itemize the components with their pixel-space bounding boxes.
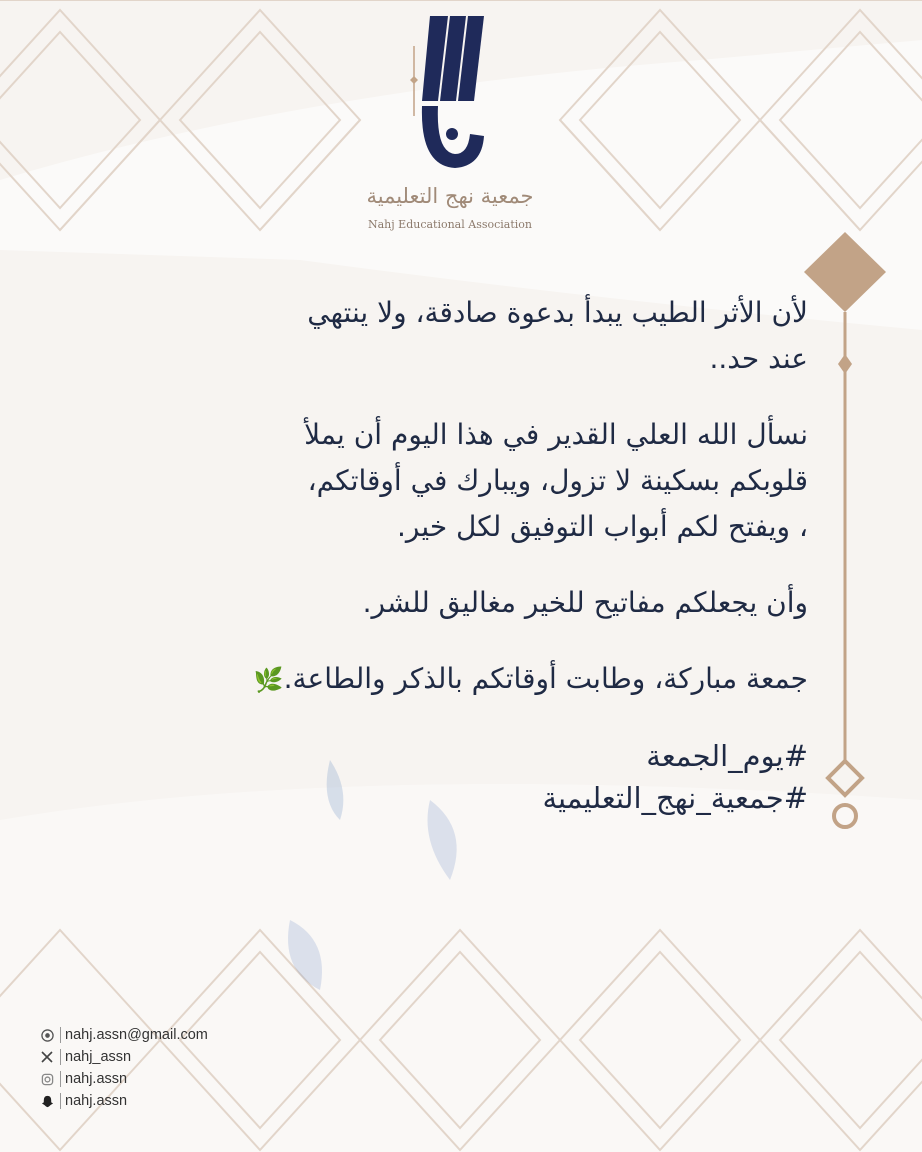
leaf-icon: 🌿 — [253, 666, 284, 694]
email-icon — [38, 1026, 56, 1044]
contact-snapchat-text: nahj.assn — [60, 1093, 127, 1109]
association-logo — [300, 6, 600, 236]
logo-name-arabic: جمعية نهج التعليمية — [366, 184, 534, 208]
logo-name-english: Nahj Educational Association — [367, 218, 532, 231]
closing-text: جمعة مباركة، وطابت أوقاتكم بالذكر والطاعة. — [283, 662, 808, 695]
contact-email-text: nahj.assn@gmail.com — [60, 1027, 208, 1043]
message-paragraph: لأن الأثر الطيب يبدأ بدعوة صادقة، ولا ينتهي عند حد.. — [307, 296, 808, 375]
nahj-logo-mark-icon — [400, 6, 500, 181]
message-paragraph: نسأل الله العلي القدير في هذا اليوم أن يملأ قلوبكم بسكينة لا تزول، ويبارك في أوقاتكم، ، ويفتح لكم أبواب التوفيق لكل خير. — [304, 418, 808, 543]
hashtag[interactable]: #يوم_الجمعة — [646, 739, 808, 773]
message-body — [90, 290, 808, 819]
contact-x-text: nahj_assn — [60, 1049, 131, 1065]
contact-list — [38, 1024, 208, 1112]
hashtags — [90, 735, 808, 819]
contact-instagram[interactable] — [38, 1068, 208, 1090]
contact-snapchat[interactable] — [38, 1090, 208, 1112]
x-icon — [38, 1048, 56, 1066]
contact-x[interactable] — [38, 1046, 208, 1068]
gold-key-ornament — [800, 226, 890, 846]
contact-instagram-text: nahj.assn — [60, 1071, 127, 1087]
snapchat-icon — [38, 1092, 56, 1110]
hashtag[interactable]: #جمعية_نهج_التعليمية — [542, 781, 808, 815]
instagram-icon — [38, 1070, 56, 1088]
message-paragraph: وأن يجعلكم مفاتيح للخير مغاليق للشر. — [362, 586, 808, 619]
closing-line — [90, 656, 808, 703]
contact-email[interactable] — [38, 1024, 208, 1046]
